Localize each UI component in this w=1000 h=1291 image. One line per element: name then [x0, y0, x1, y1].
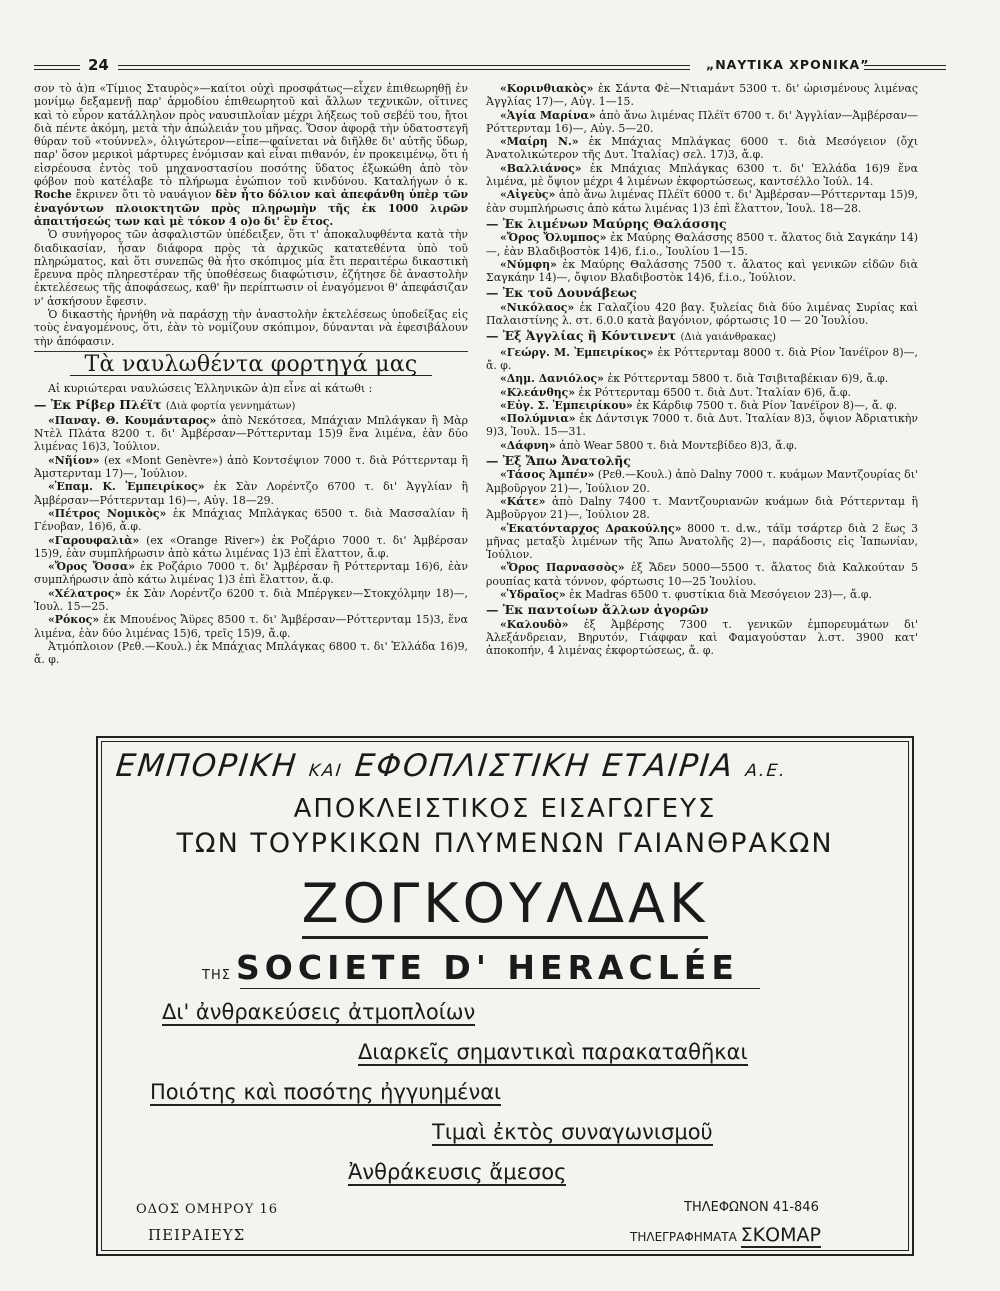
- charter-details: ἐξ Ἀμβέρσης 7300 τ. γενικῶν ἐμπορευμάτων δι' Ἀλεξάνδρειαν, Βηρυτόν, Γιάφφαν καὶ Φαμαγούσταν λ.στ. 3900 κατ' ἀποκοπήν, 4 λιμένας ἐκφορτώσεως, ἄ. φ.: [486, 617, 918, 658]
- ship-name: «Τάσος Ἀμπέν»: [500, 468, 595, 482]
- society-name: ΤΗΣ SOCIETE D' HERACLÉE: [202, 948, 739, 987]
- company-name: ΕΜΠΟΡΙΚΗ ΚΑΙ ΕΦΟΠΛΙΣΤΙΚΗ ΕΤΑΙΡΙΑ Α.Ε.: [114, 748, 788, 784]
- publication-title: „ΝΑΥΤΙΚΑ ΧΡΟΝΙΚΑ”: [706, 57, 870, 72]
- charter-entry: [486, 439, 918, 452]
- ship-name: «Ὄρος Παρνασσὸς»: [500, 561, 625, 575]
- charter-details: ἐκ Γαλαζίου 420 βαγ. ξυλείας διὰ δύο λιμένας Συρίας καὶ Παλαιστίνης λ. στ. 6.0.0 κατὰ βαγόνιον, φόρτωσις 10 — 20 Ἰουλίου.: [486, 300, 918, 328]
- intro-text: Αἱ κυριώτεραι ναυλώσεις Ἑλληνικῶν ἀ)π εἶνε αἱ κάτωθι :: [48, 382, 373, 396]
- charter-details: ἐκ Σάντα Φὲ—Ντιαμάντ 5300 τ. δι' ὡρισμένους λιμένας Ἀγγλίας 17)—, Αὐγ. 1—15.: [486, 82, 918, 109]
- charter-entry: [486, 399, 918, 412]
- ship-name: «Γεώργ. Μ. Ἐμπειρίκος»: [500, 345, 654, 359]
- charter-details: ἐκ Ροζάριο 7000 τ. δι' Ἀμβέρσαν ἢ Ρόττερνταμ 16)6, ἐὰν συμπλήρωσιν ἀπὸ κάτω λιμένας 1)3 ἐπὶ ἔλαττον, ἄ.φ.: [34, 560, 468, 587]
- ship-name: «Νῆίον»: [48, 453, 100, 467]
- charter-details: ἐκ Μπάχιας Μπλάγκας 6000 τ. διὰ Μεσόγειον (ὄχι Ἀνατολικώτερον τῆς Δυτ. Ἰταλίας) σελ. 17)3, ἄ.φ.: [486, 135, 918, 162]
- ship-name: «Νύμφη»: [500, 257, 557, 271]
- ship-name: «Ρόκος»: [48, 613, 100, 627]
- ship-name: «Παναγ. Θ. Κουμάνταρος»: [48, 413, 217, 427]
- charter-entry: [34, 613, 468, 640]
- charter-details: (ex «Orange River») ἐκ Ροζάριο 7000 τ. δι' Ἀμβέρσαν 15)9, ἐὰν συμπλήρωσιν ἀπὸ κάτω λιμένας 1)3 ἐπὶ ἔλαττον, ἄ.φ.: [34, 533, 468, 560]
- charter-entry: [486, 588, 918, 601]
- society-rule: [240, 988, 760, 989]
- charter-details: ἐξ Ἄδεν 5000—5500 τ. ἄλατος διὰ Καλκούταν 5 ρουπίας κατὰ τόννον, φόρτωσις 10—25 Ἰουλίου.: [486, 561, 918, 588]
- right-column: [486, 82, 918, 657]
- header-rule: [864, 65, 946, 70]
- charter-entry: [486, 231, 918, 258]
- ship-name: «Κορινθιακὸς»: [500, 82, 594, 95]
- article-paragraph: Ὁ δικαστὴς ἠρνήθη νὰ παράσχῃ τὴν ἀναστολὴν ἐκτελέσεως ὑποδείξας εἰς τοὺς ἐναγομένους, ὅτι, ἐὰν τὸ νομίζουν σκόπιμον, δύνανται νὰ ἐφεσιβάλουν τὴν ἀπόφασιν.: [34, 308, 468, 348]
- ship-name: «Νικόλαος»: [500, 300, 575, 314]
- ship-name: «Μαίρη Ν.»: [500, 135, 579, 149]
- ship-name: «Καλουδὸ»: [500, 617, 569, 631]
- charter-entry: [486, 372, 918, 385]
- telegraph-address: ΤΗΛΕΓΡΑΦΗΜΑΤΑ ΣΚΟΜΑΡ: [630, 1224, 821, 1246]
- slogan: Τιμαὶ ἐκτὸς συναγωνισμοῦ: [432, 1120, 713, 1144]
- charter-details: ἐκ Μπουένος Ἄϋρες 8500 τ. δι' Ἀμβέρσαν—Ρόττερνταμ 15)3, ἕνα λιμένα, ἐὰν δύο λιμένας 15)6, τρεῖς 15)9, ἄ.φ.: [34, 613, 468, 640]
- charter-details: ἐκ Ρόττερνταμ 5800 τ. διὰ Τσιβιταβέκιαν 6)9, ἄ.φ.: [604, 372, 889, 386]
- ship-name: «Βαλλιάνος»: [500, 161, 582, 175]
- charter-entry: [34, 414, 468, 454]
- charter-entry: [486, 522, 918, 562]
- charter-entry: [34, 587, 468, 614]
- charter-entry: [486, 495, 918, 522]
- header-rule: [118, 65, 690, 70]
- charter-list: [486, 82, 918, 215]
- region-heading: — Ἐκ τοῦ Δουνάβεως: [486, 285, 637, 301]
- charter-entry: [486, 135, 918, 162]
- name-roche: Roche: [34, 188, 72, 202]
- advertisement-box: [96, 736, 914, 1256]
- charter-entry: [34, 454, 468, 481]
- slogan: Ποιότης καὶ ποσότης ἠγγυημέναι: [150, 1080, 502, 1104]
- region-heading: — Ἐκ Ρίβερ Πλέϊτ (Διὰ φορτία γεννημάτων): [34, 396, 296, 412]
- charter-details: ἐκ Madras 6500 τ. φυστίκια διὰ Μεσόγειον 23)—, ἄ.φ.: [565, 587, 872, 601]
- ship-name: «Αἰγεὺς»: [500, 188, 556, 202]
- charter-details: ἐκ Δάντσιγκ 7000 τ. διὰ Δυτ. Ἰταλίαν 8)3, ὄψιον Ἀδριατικὴν 9)3, Ἰουλ. 15—31.: [486, 412, 918, 439]
- charter-entry: [486, 258, 918, 285]
- charter-details: (ex «Mont Genèvre») ἀπὸ Κοντσέψιον 7000 τ. διὰ Ρόττερνταμ ἢ Ἀμστερνταμ 17)—, Ἰούλιον.: [34, 453, 468, 481]
- charter-details: ἐκ Μπάχιας Μπλάγκας 6300 τ. δι' Ἑλλάδα 16)9 ἕνα λιμένα, μὲ ὄψιον μέχρι 4 λιμένων ἐκφορτώσεως, καντσέλλο Ἰούλ. 14.: [486, 161, 918, 189]
- ship-name: «Ἁγία Μαρίνα»: [500, 108, 596, 122]
- charter-list: [486, 618, 918, 658]
- phone-number: ΤΗΛΕΦΩΝΟΝ 41-846: [684, 1200, 819, 1215]
- ship-name: «Ἑκατόνταρχος Δρακούλης»: [500, 521, 682, 535]
- charter-details: ἀπὸ Dalny 7400 τ. Μαντζουριανῶν κυάμων διὰ Ρόττερνταμ ἢ Ἀμβοῦργον 21)—, Ἰούλιον 28.: [486, 494, 918, 522]
- charter-entry: [486, 346, 918, 373]
- charter-details: ἐκ Ρόττερνταμ 8000 τ. διὰ Ρίον Ἰανέϊρον 8)—, ἄ. φ.: [486, 345, 919, 372]
- charter-details: 8000 τ. d.w., τάϊμ τσάρτερ διὰ 2 ἕως 3 μῆνας μεταξὺ λιμένων τῆς Ἄπω Ἀνατολῆς 2)—, παράδοσις εἰς Ἰαπωνίαν, Ἰούλιον.: [486, 521, 919, 562]
- charter-details: ἐκ Σὰν Λορέντζο 6200 τ. διὰ Μπέργκεν—Στοκχόλμην 18)—, Ἰουλ. 15—25.: [34, 586, 468, 613]
- section-title: Τὰ ναυλωθέντα φορτηγά μας: [84, 351, 418, 377]
- ship-name: «Πολύμνια»: [500, 412, 576, 426]
- ship-name: «Ὄρος Ὄσσα»: [48, 560, 136, 574]
- ship-name: «Γαρουφαλιὰ»: [48, 533, 140, 547]
- article-paragraph: σον τὸ ἀ)π «Τίμιος Σταυρὸς»—καίτοι οὐχὶ προσφάτως—εἶχεν ἐπιθεωρηθῇ ἐν μονίμῳ δεξαμενῇ παρ' ἁρμοδίου ἐπιθεωρητοῦ καὶ ἄλλων τεχνικῶν, οἵτινες καὶ τὸ εὗρον κατάλληλον πρὸς ναυσιπλοΐαν μέχρι λήξεως τοῦ σεβέϋ του, ἤτοι διὰ πέντε ἀκόμη, μετὰ τὴν ἀπώλειάν του μῆνας. Ὅσον ἀφορᾷ τὴν ὑδατοστεγῆ θύραν τοῦ «τούννελ», ὀλιγώτερον—εἶπε—φαίνεται νὰ διῆλθε δι' αὐτῆς ὕδωρ, παρ' ὅσον μερικοὶ μάρτυρες ἐνόμισαν καὶ εἶναι πιθανόν, ἐν προκειμένῳ, ὅτι ἡ εἰσρέουσα ἐντὸς τοῦ μηχανοστασίου ποσότης ὕδατος ἐξωκώθη ἀπὸ τὸν φόβον ποὺ κατέλαβε τὸ πλήρωμα ἐνώπιον τοῦ κινδύνου. Καταλήγων ὁ κ. Roche ἔκρινεν ὅτι τὸ ναυάγιον δὲν ἦτο δόλιον καὶ ἀπεφάνθη ὑπὲρ τῶν ἐναγόντων πλοιοκτητῶν πρὸς πληρωμὴν τῆς ἐκ 1000 λιρῶν ἀπαιτήσεώς των καὶ μὲ τόκον 4 ο)ο δι' ἓν ἔτος.: [34, 82, 468, 228]
- brand-name: ΖΟΓΚΟΥΛΔΑΚ: [102, 872, 908, 935]
- address-street: ΟΔΟΣ ΟΜΗΡΟΥ 16: [136, 1202, 278, 1217]
- ship-name: «Ὄρος Ὄλυμπος»: [500, 231, 607, 245]
- charter-details: ἀπὸ ἄνω λιμένας Πλέϊτ 6000 τ. δι' Ἀμβέρσαν—Ρόττερνταμ 15)9, ἐὰν συμπλήρωσις ἀπὸ κάτω λιμένας 1)3 ἐπὶ ἔλαττον, Ἰουλ. 18—28.: [486, 188, 918, 215]
- charter-entry: [486, 618, 918, 658]
- ship-name: «Κάτε»: [500, 494, 546, 508]
- charter-list: [486, 231, 918, 284]
- page-header: [34, 56, 946, 78]
- product-line: ΤΩΝ ΤΟΥΡΚΙΚΩΝ ΠΛΥΜΕΝΩΝ ΓΑΙΑΝΘΡΑΚΩΝ: [176, 828, 834, 859]
- ship-name: «Πέτρος Νομικὸς»: [48, 506, 167, 520]
- charter-entry: [486, 561, 918, 588]
- ship-name: «Ἐπαμ. Κ. Ἐμπειρίκος»: [48, 480, 205, 494]
- charter-details: ἀπὸ Wear 5800 τ. διὰ Μοντεβίδεο 8)3, ἄ.φ.: [555, 438, 798, 452]
- ship-name: Ἀτμόπλοιον: [48, 639, 114, 653]
- charter-details: ἀπὸ Νεκότσεα, Μπάχιαν Μπλάγκαν ἢ Μὰρ Ντὲλ Πλάτα 8200 τ. δι' Ἀμβέρσαν—Ρόττερνταμ 15)9 ἕνα λιμένα, ἐὰν δύο λιμένας 16)3, Ἰούλιον.: [34, 413, 468, 454]
- charter-entry: [34, 640, 468, 667]
- charter-entry: [486, 301, 918, 328]
- charter-entry: [486, 386, 918, 399]
- charter-entry: [34, 560, 468, 587]
- charter-details: ἐκ Μαύρης Θαλάσσης 7500 τ. ἄλατος καὶ γενικῶν εἰδῶν διὰ Σαγκάην 14)—, ὄψιον Βλαδιβοστὸκ 14)6, f.i.o., Ἰούλιον.: [486, 257, 918, 285]
- charter-details: ἐκ Ρόττερνταμ 6500 τ. διὰ Δυτ. Ἰταλίαν 6)6, ἄ.φ.: [575, 385, 851, 399]
- charter-details: ἐκ Κάρδιφ 7500 τ. διὰ Ρίον Ἰανέϊρον 8)—, ἄ. φ.: [632, 398, 898, 412]
- ship-name: «Χέλατρος»: [48, 586, 122, 600]
- ship-name: «Κλεάνθης»: [500, 385, 576, 399]
- charter-entry: [34, 534, 468, 561]
- page-number: 24: [88, 56, 109, 74]
- charter-entry: [486, 188, 918, 215]
- address-city: ΠΕΙΡΑΙΕΥΣ: [148, 1226, 246, 1244]
- charter-list: [486, 468, 918, 601]
- charter-entry: [34, 507, 468, 534]
- charter-details: ἐκ Μπάχιας Μπλάγκας 6500 τ. διὰ Μασσαλίαν ἢ Γένοβαν, 16)6, ἄ.φ.: [34, 506, 469, 534]
- advertisement-inner-border: [101, 741, 909, 1251]
- ship-name: «Δημ. Δανιόλος»: [500, 372, 604, 386]
- article-paragraph: Ὁ συνήγορος τῶν ἀσφαλιστῶν ὑπέδειξεν, ὅτι τ' ἀποκαλυφθέντα κατὰ τὴν διαδικασίαν, ἦσαν διάφορα πρὸς τὰ ἀρχικῶς κατατεθέντα ὑπὸ τοῦ πληρώματος, καὶ ὅτι συνεπῶς θὰ ἦτο σκόπιμος μία ἔτι περαιτέρω δικαστικὴ ἔρευνα πρὸς πληρεστέραν τῆς ὑποθέσεως διαφώτισιν, ἐζήτησε δὲ ἀναστολὴν ἐκτελέσεως τῆς ἀποφάσεως, καθ' ἣν περίπτωσιν οἱ ἐναγόμενοι θ' ἀπεφάσιζαν ν' ἀσκήσουν ἔφεσιν.: [34, 228, 468, 308]
- charter-details: ἐκ Μαύρης Θαλάσσης 8500 τ. ἄλατος διὰ Σαγκάην 14)—, ἐὰν Βλαδιβοστὸκ 14)6, f.i.o., Ἰουλίου 1—15.: [486, 231, 918, 258]
- charter-entry: [486, 412, 918, 439]
- slogan: Διαρκεῖς σημαντικαὶ παρακαταθῆκαι: [358, 1040, 748, 1064]
- charter-details: ἀπὸ ἄνω λιμένας Πλέϊτ 6700 τ. δι' Ἀγγλίαν—Ἀμβέρσαν—Ρόττερνταμ 16)—, Αὐγ. 5—20.: [486, 108, 918, 135]
- charter-entry: [486, 109, 918, 136]
- ship-name: «Εὐγ. Σ. Ἐμπειρίκου»: [500, 398, 633, 412]
- region-heading: — Ἐκ παντοίων ἄλλων ἀγορῶν: [486, 602, 709, 618]
- region-heading: — Ἐκ λιμένων Μαύρης Θαλάσσης: [486, 215, 727, 231]
- region-heading: — Ἐξ Ἄπω Ἀνατολῆς: [486, 453, 631, 469]
- header-rule: [34, 65, 80, 70]
- charter-entry: [486, 162, 918, 189]
- slogan: Ἀνθράκευσις ἄμεσος: [348, 1160, 567, 1184]
- ship-name: «Δάφνη»: [500, 438, 556, 452]
- ship-name: «Ὑδραῖος»: [500, 587, 566, 601]
- charter-entry: [34, 480, 468, 507]
- charter-list: [34, 414, 468, 667]
- region-heading: — Ἐξ Ἀγγλίας ἢ Κόντινεντ (Διὰ γαιάνθρακας): [486, 328, 777, 344]
- importer-line: ΑΠΟΚΛΕΙΣΤΙΚΟΣ ΕΙΣΑΓΩΓΕΥΣ: [293, 794, 717, 824]
- charter-list: [486, 301, 918, 328]
- charter-entry: [486, 468, 918, 495]
- charter-details: ἐκ Σὰν Λορέντζο 6700 τ. δι' Ἀγγλίαν ἢ Ἀμβέρσαν—Ρόττερνταμ 16)—, Αὐγ. 18—29.: [34, 480, 468, 507]
- charter-list: [486, 346, 918, 452]
- charter-details: (Ρεθ.—Κουλ.) ἐκ Μπάχιας Μπλάγκας 6800 τ. δι' Ἑλλάδα 16)9, ἄ. φ.: [34, 639, 468, 667]
- left-column: [34, 82, 468, 666]
- charter-entry: [486, 82, 918, 109]
- verdict-text: δὲν ἦτο δόλιον καὶ ἀπεφάνθη ὑπὲρ τῶν ἐναγόντων πλοιοκτητῶν πρὸς πληρωμὴν τῆς ἐκ 1000 λιρῶν ἀπαιτήσεώς των καὶ μὲ τόκον 4 ο)ο δι' ἓν ἔτος.: [34, 188, 468, 228]
- slogan: Δι' ἀνθρακεύσεις ἀτμοπλοίων: [162, 1000, 476, 1024]
- charter-details: (Ρεθ.—Κουλ.) ἀπὸ Dalny 7000 τ. κυάμων Μαντζουρίας δι' Ἀμβοῦργον 21)—, Ἰούλιον 20.: [486, 468, 918, 495]
